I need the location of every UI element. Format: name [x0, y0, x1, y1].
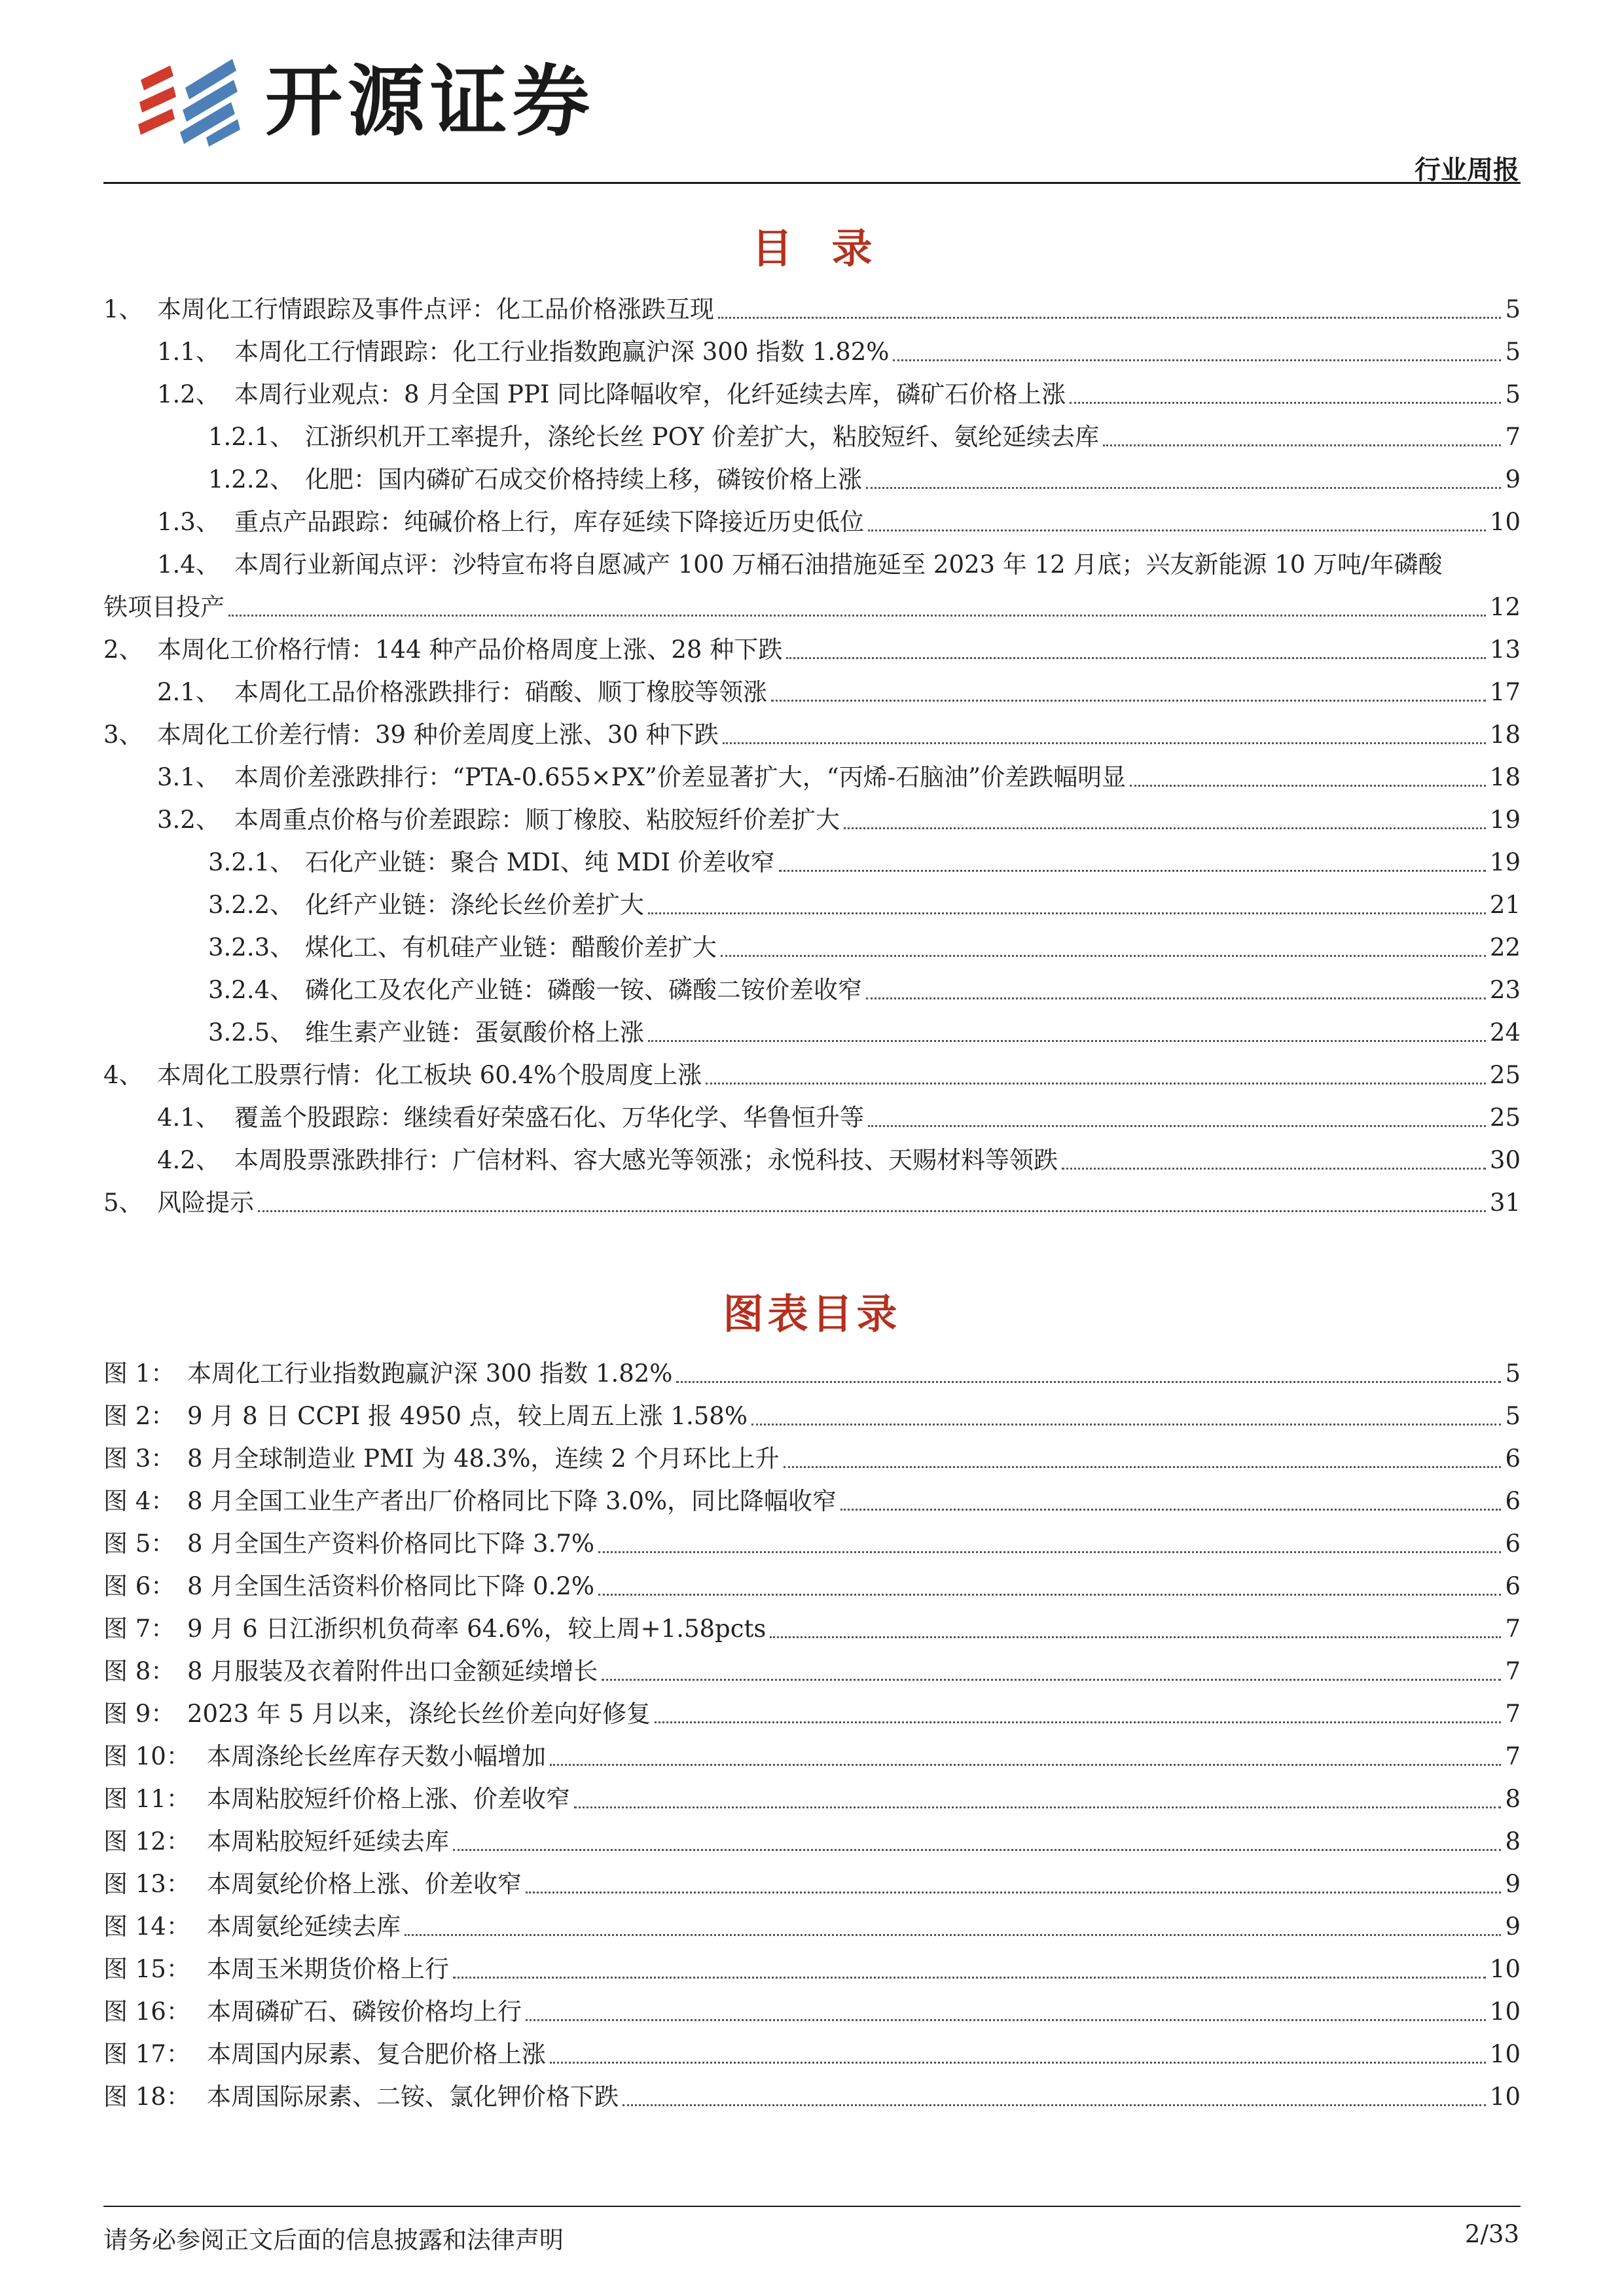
- entry-title: 化肥：国内磷矿石成交价格持续上移，磷铵价格上涨: [305, 465, 862, 493]
- entry-title: 本周玉米期货价格上行: [207, 1955, 449, 1983]
- entry-title: 磷化工及农化产业链：磷酸一铵、磷酸二铵价差收窄: [305, 976, 862, 1004]
- entry-number: 4.2、: [157, 1146, 220, 1174]
- entry-leader: [866, 487, 1501, 489]
- toc-entry[interactable]: [103, 926, 1521, 969]
- entry-page: 5: [1505, 1402, 1521, 1430]
- entry-title: 本周化工股票行情：化工板块 60.4%个股周度上涨: [157, 1061, 702, 1089]
- entry-page: 22: [1489, 933, 1521, 961]
- entry-leader: [526, 1892, 1501, 1893]
- entry-number: 1.3、: [157, 508, 220, 536]
- figure-list-heading: 图表目录: [723, 1290, 901, 1338]
- entry-title: 本周粘胶短纤价格上涨、价差收窄: [207, 1785, 570, 1813]
- toc-entry-page: 12: [1489, 593, 1521, 621]
- entry-leader: [598, 1551, 1501, 1553]
- figure-entry[interactable]: [103, 1863, 1521, 1905]
- entry-title: 8 月全国生活资料价格同比下降 0.2%: [187, 1572, 595, 1600]
- toc-list: [103, 288, 1521, 1224]
- toc-entry[interactable]: [103, 501, 1521, 543]
- entry-leader: [1070, 402, 1501, 404]
- entry-page: 10: [1489, 2083, 1521, 2111]
- entry-page: 5: [1505, 380, 1521, 408]
- entry-number: 图 15：: [103, 1955, 190, 1983]
- entry-page: 8: [1505, 1827, 1521, 1856]
- entry-leader: [723, 742, 1486, 744]
- entry-title: 本周化工行业指数跑赢沪深 300 指数 1.82%: [187, 1359, 673, 1388]
- entry-number: 4.1、: [157, 1103, 220, 1132]
- toc-entry[interactable]: [103, 713, 1521, 756]
- entry-number: 3、: [103, 721, 143, 749]
- entry-title: 本周磷矿石、磷铵价格均上行: [207, 1998, 522, 2026]
- entry-title: 江浙织机开工率提升，涤纶长丝 POY 价差扩大，粘胶短纤、氨纶延续去库: [305, 423, 1100, 451]
- figure-entry[interactable]: [103, 1565, 1521, 1607]
- figure-entry[interactable]: [103, 1437, 1521, 1480]
- entry-number: 3.2.3、: [208, 933, 295, 961]
- entry-title: 煤化工、有机硅产业链：醋酸价差扩大: [305, 933, 717, 961]
- entry-page: 9: [1505, 465, 1521, 493]
- toc-entry[interactable]: [103, 458, 1521, 501]
- entry-page: 10: [1489, 508, 1521, 536]
- entry-number: 1.2、: [157, 380, 220, 408]
- entry-leader: [1103, 444, 1501, 446]
- toc-entry[interactable]: [103, 798, 1521, 841]
- entry-title: 本周涤纶长丝库存天数小幅增加: [207, 1742, 546, 1770]
- entry-page: 31: [1489, 1189, 1521, 1217]
- figure-entry[interactable]: [103, 2033, 1521, 2075]
- toc-entry[interactable]: [103, 1139, 1521, 1181]
- toc-entry[interactable]: [103, 416, 1521, 458]
- entry-leader: [453, 1849, 1501, 1851]
- figure-entry[interactable]: [103, 1522, 1521, 1565]
- entry-number: 图 12：: [103, 1827, 190, 1856]
- entry-number: 图 11：: [103, 1785, 190, 1813]
- entry-leader: [868, 529, 1486, 531]
- toc-entry[interactable]: [103, 331, 1521, 373]
- entry-number: 图 9：: [103, 1700, 175, 1728]
- entry-title: 本周氨纶延续去库: [207, 1912, 401, 1941]
- entry-leader: [840, 1509, 1501, 1511]
- entry-title: 本周化工行情跟踪及事件点评：化工品价格涨跌互现: [157, 295, 714, 323]
- entry-leader: [893, 359, 1501, 361]
- entry-title: 维生素产业链：蛋氨酸价格上涨: [305, 1018, 644, 1047]
- page-indicator: 2/33: [1464, 2220, 1519, 2248]
- entry-title: 本周重点价格与价差跟踪：顺丁橡胶、粘胶短纤价差扩大: [234, 806, 840, 834]
- footer-divider: [103, 2206, 1521, 2207]
- toc-entry[interactable]: [103, 671, 1521, 713]
- entry-number: 图 4：: [103, 1487, 175, 1515]
- toc-heading: 目录: [751, 224, 912, 272]
- entry-number: 1.1、: [157, 338, 220, 366]
- entry-leader: [453, 1977, 1486, 1979]
- entry-number: 4、: [103, 1061, 143, 1089]
- entry-title: 本周国内尿素、复合肥价格上涨: [207, 2040, 546, 2068]
- entry-number: 3.2.5、: [208, 1018, 295, 1047]
- entry-title: 本周化工价格行情：144 种产品价格周度上涨、28 种下跌: [157, 636, 783, 664]
- entry-title: 本周行业观点：8 月全国 PPI 同比降幅收窄，化纤延续去库，磷矿石价格上涨: [234, 380, 1066, 408]
- toc-entry-number: 1.4、: [157, 550, 220, 579]
- entry-leader: [751, 1424, 1501, 1426]
- entry-number: 2、: [103, 636, 143, 664]
- entry-page: 18: [1489, 763, 1521, 791]
- entry-leader: [258, 1210, 1486, 1212]
- entry-page: 18: [1489, 721, 1521, 749]
- toc-entry[interactable]: [103, 1096, 1521, 1139]
- entry-title: 本周价差涨跌排行：“PTA-0.655×PX”价差显著扩大，“丙烯-石脑油”价差跌幅明显: [234, 763, 1127, 791]
- report-type-label: 行业周报: [1415, 155, 1519, 185]
- toc-entry[interactable]: [103, 628, 1521, 671]
- entry-page: 9: [1505, 1912, 1521, 1941]
- entry-number: 图 6：: [103, 1572, 175, 1600]
- figure-entry[interactable]: [103, 1607, 1521, 1650]
- entry-page: 5: [1505, 338, 1521, 366]
- entry-leader: [526, 2019, 1486, 2021]
- entry-title: 9 月 6 日江浙织机负荷率 64.6%，较上周+1.58pcts: [187, 1615, 767, 1643]
- entry-leader: [706, 1083, 1486, 1085]
- entry-title: 石化产业链：聚合 MDI、纯 MDI 价差收窄: [305, 848, 775, 876]
- entry-number: 3.2.2、: [208, 891, 295, 919]
- brand-logo-icon: [134, 54, 245, 149]
- figure-entry[interactable]: [103, 1905, 1521, 1948]
- entry-title: 风险提示: [157, 1189, 254, 1217]
- entry-number: 图 13：: [103, 1870, 190, 1898]
- entry-title: 本周股票涨跌排行：广信材料、容大感光等领涨；永悦科技、天赐材料等领跌: [234, 1146, 1058, 1174]
- entry-title: 本周粘胶短纤延续去库: [207, 1827, 449, 1856]
- entry-number: 1、: [103, 295, 143, 323]
- entry-page: 24: [1489, 1018, 1521, 1047]
- entry-page: 9: [1505, 1870, 1521, 1898]
- entry-title: 覆盖个股跟踪：继续看好荣盛石化、万华化学、华鲁恒升等: [234, 1103, 864, 1132]
- toc-entry[interactable]: [103, 969, 1521, 1011]
- entry-title: 9 月 8 日 CCPI 报 4950 点，较上周五上涨 1.58%: [187, 1402, 748, 1430]
- entry-leader: [844, 827, 1486, 829]
- entry-leader: [718, 317, 1501, 319]
- toc-entry[interactable]: [103, 373, 1521, 416]
- entry-title: 8 月全国生产资料价格同比下降 3.7%: [187, 1530, 595, 1558]
- entry-leader: [550, 2062, 1486, 2064]
- entry-leader: [676, 1381, 1501, 1383]
- toc-entry-title-line1: 本周行业新闻点评：沙特宣布将自愿减产 100 万桶石油措施延至 2023 年 12 月底；兴友新能源 10 万吨/年磷酸: [234, 550, 1443, 579]
- entry-leader: [771, 700, 1486, 702]
- figure-entry[interactable]: [103, 1480, 1521, 1522]
- figure-entry[interactable]: [103, 1990, 1521, 2033]
- entry-number: 图 16：: [103, 1998, 190, 2026]
- entry-number: 3.2.4、: [208, 976, 295, 1004]
- entry-leader: [648, 1040, 1486, 1042]
- entry-number: 图 3：: [103, 1444, 175, 1473]
- entry-page: 10: [1489, 1998, 1521, 2026]
- figure-entry[interactable]: [103, 1395, 1521, 1437]
- entry-page: 7: [1505, 423, 1521, 451]
- entry-title: 8 月全球制造业 PMI 为 48.3%，连续 2 个月环比上升: [187, 1444, 780, 1473]
- toc-entry[interactable]: [103, 1011, 1521, 1054]
- entry-title: 本周化工行情跟踪：化工行业指数跑赢沪深 300 指数 1.82%: [234, 338, 890, 366]
- entry-page: 19: [1489, 848, 1521, 876]
- entry-page: 13: [1489, 636, 1521, 664]
- entry-number: 1.2.1、: [208, 423, 295, 451]
- toc-entry[interactable]: [103, 841, 1521, 884]
- entry-page: 6: [1505, 1487, 1521, 1515]
- entry-leader: [1062, 1168, 1486, 1170]
- figure-entry[interactable]: [103, 1693, 1521, 1735]
- entry-number: 图 14：: [103, 1912, 190, 1941]
- entry-page: 7: [1505, 1700, 1521, 1728]
- entry-title: 8 月服装及衣着附件出口金额延续增长: [187, 1657, 598, 1685]
- entry-leader: [602, 1679, 1501, 1681]
- entry-page: 5: [1505, 295, 1521, 323]
- entry-leader: [598, 1594, 1501, 1596]
- entry-leader: [623, 2104, 1486, 2106]
- entry-page: 19: [1489, 806, 1521, 834]
- brand-name: 开源证券: [265, 56, 596, 147]
- entry-page: 21: [1489, 891, 1521, 919]
- entry-number: 图 18：: [103, 2083, 190, 2111]
- entry-number: 2.1、: [157, 678, 220, 706]
- entry-page: 7: [1505, 1615, 1521, 1643]
- toc-entry[interactable]: [103, 756, 1521, 798]
- toc-entry-title-line2: 铁项目投产: [103, 593, 225, 621]
- entry-page: 25: [1489, 1103, 1521, 1132]
- entry-leader: [784, 1466, 1502, 1468]
- toc-entry[interactable]: [103, 884, 1521, 926]
- figure-entry[interactable]: [103, 1650, 1521, 1693]
- entry-title: 本周氨纶价格上涨、价差收窄: [207, 1870, 522, 1898]
- entry-page: 7: [1505, 1742, 1521, 1770]
- figure-entry[interactable]: [103, 2075, 1521, 2118]
- entry-title: 本周国际尿素、二铵、氯化钾价格下跌: [207, 2083, 619, 2111]
- entry-leader: [866, 997, 1486, 999]
- entry-page: 7: [1505, 1657, 1521, 1685]
- entry-page: 8: [1505, 1785, 1521, 1813]
- entry-leader: [648, 912, 1486, 914]
- entry-number: 图 7：: [103, 1615, 175, 1643]
- brand-logo: [134, 54, 595, 149]
- entry-leader: [721, 955, 1486, 957]
- entry-page: 10: [1489, 2040, 1521, 2068]
- entry-leader: [405, 1934, 1501, 1936]
- figure-entry[interactable]: [103, 1352, 1521, 1395]
- entry-page: 10: [1489, 1955, 1521, 1983]
- entry-leader: [786, 657, 1486, 659]
- entry-page: 17: [1489, 678, 1521, 706]
- entry-page: 6: [1505, 1530, 1521, 1558]
- entry-title: 8 月全国工业生产者出厂价格同比下降 3.0%，同比降幅收窄: [187, 1487, 837, 1515]
- entry-leader: [574, 1806, 1501, 1808]
- toc-entry[interactable]: [103, 1054, 1521, 1096]
- entry-leader: [550, 1764, 1501, 1766]
- entry-title: 本周化工价差行情：39 种价差周度上涨、30 种下跌: [157, 721, 719, 749]
- header-divider: [103, 182, 1521, 184]
- entry-page: 5: [1505, 1359, 1521, 1388]
- toc-entry[interactable]: [103, 1181, 1521, 1224]
- entry-number: 图 8：: [103, 1657, 175, 1685]
- entry-page: 6: [1505, 1572, 1521, 1600]
- entry-number: 3.2.1、: [208, 848, 295, 876]
- entry-number: 3.2、: [157, 806, 220, 834]
- toc-entry-leader: [228, 615, 1486, 617]
- figure-list: [103, 1352, 1521, 2118]
- entry-leader: [655, 1721, 1501, 1723]
- toc-entry-wrapped[interactable]: [103, 543, 1521, 628]
- entry-number: 图 2：: [103, 1402, 175, 1430]
- figure-entry[interactable]: [103, 1735, 1521, 1778]
- entry-number: 图 1：: [103, 1359, 175, 1388]
- entry-number: 图 5：: [103, 1530, 175, 1558]
- entry-number: 1.2.2、: [208, 465, 295, 493]
- entry-title: 2023 年 5 月以来，涤纶长丝价差向好修复: [187, 1700, 651, 1728]
- entry-number: 图 17：: [103, 2040, 190, 2068]
- entry-page: 6: [1505, 1444, 1521, 1473]
- entry-title: 本周化工品价格涨跌排行：硝酸、顺丁橡胶等领涨: [234, 678, 767, 706]
- entry-page: 25: [1489, 1061, 1521, 1089]
- entry-title: 化纤产业链：涤纶长丝价差扩大: [305, 891, 644, 919]
- figure-entry[interactable]: [103, 1820, 1521, 1863]
- entry-number: 图 10：: [103, 1742, 190, 1770]
- entry-leader: [1130, 785, 1486, 787]
- figure-entry[interactable]: [103, 1778, 1521, 1820]
- toc-entry[interactable]: [103, 288, 1521, 331]
- entry-page: 30: [1489, 1146, 1521, 1174]
- entry-leader: [770, 1636, 1501, 1638]
- entry-number: 3.1、: [157, 763, 220, 791]
- figure-entry[interactable]: [103, 1948, 1521, 1990]
- entry-leader: [779, 870, 1486, 872]
- entry-number: 5、: [103, 1189, 143, 1217]
- entry-page: 23: [1489, 976, 1521, 1004]
- entry-title: 重点产品跟踪：纯碱价格上行，库存延续下降接近历史低位: [234, 508, 864, 536]
- footer-disclaimer: 请务必参阅正文后面的信息披露和法律声明: [103, 2226, 564, 2254]
- entry-leader: [868, 1125, 1486, 1127]
